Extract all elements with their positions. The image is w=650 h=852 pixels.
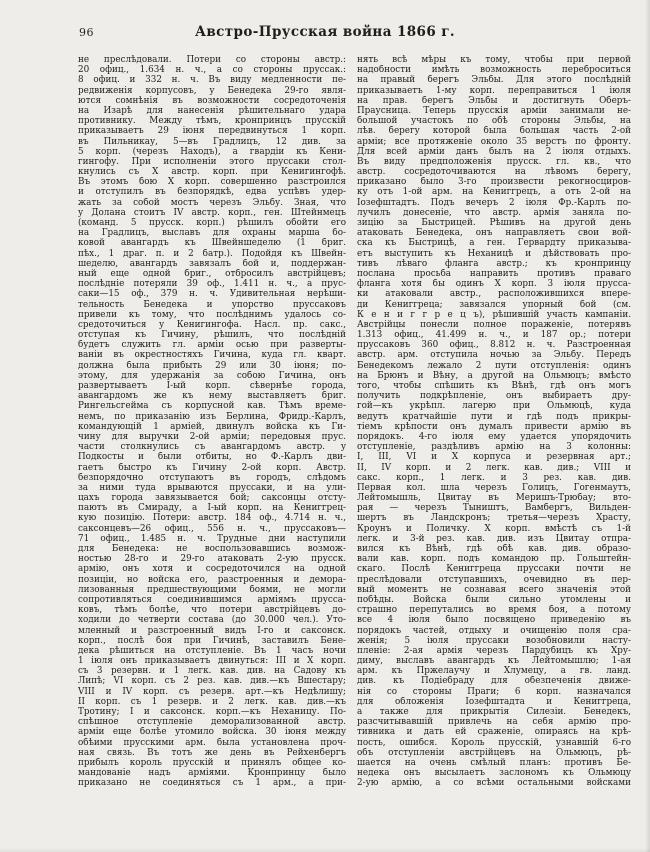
text-line: для Бенедека: не воспользовавшись возмож-: [78, 544, 346, 554]
text-line: I, III, VI и X корпуса и резервная арт.;: [357, 452, 631, 463]
text-line: недека онъ высылаетъ заслономъ къ Ольмюцу: [357, 768, 631, 779]
text-line: Первая кол. шла черезъ Голицъ, Гогенмаутъ,: [357, 482, 631, 493]
text-line: нія со стороны Праги; 6 корп. назначался: [357, 686, 631, 697]
text-line: пѣх., 1 драг. п. и 2 батр.). Подойдя къ Швейн-: [78, 248, 346, 259]
text-line: арміи еще болѣе утомило войска. 30 іюня между: [78, 727, 346, 738]
text-line: диму, выславъ авангардъ къ Лейтомышлю; 1-ая: [357, 656, 631, 667]
text-line: 8 офиц. и 332 н. ч. Въ виду медленности пе-: [78, 75, 346, 86]
text-line: (команд. 5 прусск. корп.) рѣшилъ обойти его: [78, 218, 346, 228]
text-line: Австрійцы понесли полное пораженіе, потерявъ: [357, 319, 631, 330]
text-line: у Долана стоитъ IV австр. корп., ген. Штейнмецъ: [78, 207, 346, 218]
text-line: части столкнулись съ авангардомъ австр. у: [78, 442, 346, 453]
text-line: цахъ города завязывается бой; саксонцы отсту-: [78, 493, 346, 504]
text-line: пленіе: 2-ая армія черезъ Пардубицъ къ Хру-: [357, 645, 631, 656]
column-right: [357, 55, 631, 789]
text-line: етъ выступить къ Неханицѣ и дѣйствовать про-: [357, 248, 631, 259]
text-line: 2-ую армію, а со всѣми остальными войсками: [357, 778, 631, 789]
text-line: за ними туда врываются пруссаки, и на ули-: [78, 482, 346, 493]
text-line: ди Кениггреца; завязался упорный бой (см.: [357, 299, 631, 310]
text-line: Въ этомъ бою X корп. совершенно разстроился: [78, 177, 346, 188]
text-line: чину для выручки 2-ой арміи; передовыя прус.: [78, 431, 346, 442]
text-line: ный еще одной бриг., отбросилъ австрійцевъ;: [78, 268, 346, 279]
text-line: кнулись съ X австр. корп. при Кенигингофѣ.: [78, 167, 346, 178]
text-line: рая — черезъ Тыништъ, Вамбергъ, Вильден-: [357, 503, 631, 514]
text-line: мленный и разстроенный видъ I-го и саксонск.: [78, 625, 346, 636]
text-line: редвиженія корпусовъ, у Бенедека 29-го явля-: [78, 85, 346, 96]
text-line: отступая къ Гичину, рѣшилъ, что послѣдній: [78, 330, 346, 341]
text-line: и отступилъ въ безпорядкѣ, едва успѣвъ удер-: [78, 187, 346, 198]
text-line: вали кав. корп. подъ командою пр. Гольштейн-: [357, 554, 631, 565]
text-line: дека рѣшиться на отступленіе. Въ 1 часъ ночи: [78, 645, 346, 656]
text-line: лучилъ донесеніе, что австр. армія заняла по-: [357, 207, 631, 218]
text-line: сакс. корп., 1 легк. и 3 рез. кав. див.: [357, 472, 631, 483]
text-line: арміи; все протяженіе около 35 верстъ по фронту.: [357, 136, 631, 147]
text-line: ются сомнѣнія въ возможности сосредоточенія: [78, 95, 346, 106]
text-line: 5 корп. (черезъ Находъ), а гвардіи къ Кени-: [78, 146, 346, 157]
text-line: преслѣдовали отступавшихъ, очевидно въ пер-: [357, 574, 631, 585]
text-line: на Брюнъ и Вѣну, а другой на Ольмюцъ; вмѣсто: [357, 370, 631, 381]
text-line: противнику. Между тѣмъ, кронпринцъ прусскій: [78, 116, 346, 127]
text-line: II, IV корп. и 2 легк. кав. див.; VIII и: [357, 462, 631, 473]
text-line: авангардомъ же къ нему выставляетъ бриг.: [78, 391, 346, 402]
text-columns: [78, 55, 631, 789]
text-line: этому, для удержанія за собою Гичина, онъ: [78, 370, 346, 381]
text-line: армію, онъ хотя и сосредоточился на одной: [78, 564, 346, 575]
text-line: сопротивляться соединившимся арміямъ прусса-: [78, 594, 346, 605]
text-line: тельность Бенедека и упорство пруссаковъ: [78, 299, 346, 310]
text-line: должна была прибыть 29 или 30 іюня; по-: [78, 360, 346, 371]
text-line: ки атаковали австр., расположившихся впере-: [357, 289, 631, 300]
text-line: Въ виду предположенія прусск. гл. кв., что: [357, 156, 631, 167]
text-line: саксонцевъ—26 офиц., 556 н. ч., пруссаковъ—: [78, 523, 346, 534]
text-line: Подкосты и были отбиты, но Ф.-Карлъ дви-: [78, 452, 346, 463]
text-line: того, чтобы спѣшить къ Вѣнѣ, гдѣ онъ могъ: [357, 381, 631, 391]
text-line: кую позицію. Потери: австр. 184 оф., 4.714 н. ч.,: [78, 513, 346, 524]
text-line: ная связь. Въ тотъ же день въ Рейхенбергъ: [78, 747, 346, 758]
text-line: ковой авангардъ къ Швейншеделю (1 бриг.: [78, 238, 346, 249]
text-line: ностью 28-го и 29-го атаковать 2-ую прусск.: [78, 554, 346, 565]
text-line: паютъ въ Смираду, а I-ый корп. на Кениггрец-: [78, 503, 346, 514]
text-line: тіемъ крѣпости онъ думалъ привести армію въ: [357, 421, 631, 432]
text-line: ковъ, тѣмъ болѣе, что потери австрійцевъ до-: [78, 605, 346, 616]
text-line: австр. арм. отступила ночью за Эльбу. Передъ: [357, 350, 631, 361]
text-line: порядокъ частей, отдыху и очищенію поля сра-: [357, 625, 631, 636]
text-line: Праусница. Теперь прусскія арміи занимали не-: [357, 105, 631, 116]
text-line: получить подкрѣпленіе, онъ выбираетъ дру-: [357, 391, 631, 402]
text-line: Тротину; I и саксонск. корп.—къ Неханицу. По-: [78, 707, 346, 717]
text-line: побѣды. Войска были сильно утомлены и: [357, 594, 631, 605]
text-line: не преслѣдовали. Потери со стороны австр.:: [78, 55, 346, 65]
text-line: жать за собой мостъ черезъ Эльбу. Зная, что: [78, 197, 346, 208]
text-line: Рингельсгейма съ корпусной кав. Тѣмъ време-: [78, 401, 346, 412]
text-line: спѣшное отступленіе деморализованной австр.: [78, 717, 346, 728]
text-line: послана просьба направить противъ праваго: [357, 268, 631, 279]
text-line: тивника и дать ей сраженіе, опираясь на крѣ-: [357, 727, 631, 738]
text-line: Іозефштадтъ. Подъ вечеръ 2 іюля Фр.-Карлъ по-: [357, 197, 631, 208]
text-line: безпорядочно отступаютъ въ городъ, слѣдомъ: [78, 472, 346, 483]
text-line: 1.313 офиц., 41.499 н. ч., и 187 ор.; потери: [357, 330, 631, 341]
page-title: Австро-Прусская война 1866 г.: [194, 24, 456, 40]
text-line: шается на очень смѣлый планъ: противъ Бе-: [357, 757, 631, 768]
text-line: ходили до четверти состава (до 30.000 чел.). Уто-: [78, 615, 346, 626]
text-line: въ Пильникау, 5—въ Градлицъ, 12 див. за: [78, 136, 346, 147]
text-line: на Изарѣ для нанесенія рѣшительнаго удара: [78, 105, 346, 116]
text-line: фланга хотя бы одинъ X корп. 3 іюля прусса-: [357, 279, 631, 290]
text-line: Для всей арміи данъ былъ на 2 іюля отдыхъ.: [357, 146, 631, 157]
text-line: 71 офиц., 1.485 н. ч. Трудные дни наступили: [78, 533, 346, 544]
text-line: съ 3 резервн. и 1 легк. кав. див. на Садову къ: [78, 666, 346, 677]
text-line: див. къ Подіебраду для обезпеченія движе-: [357, 676, 631, 687]
text-line: шертъ въ Ландскронъ; третья—черезъ Храсту,: [357, 513, 631, 524]
text-line: VIII и IV корп. съ резерв. арт.—къ Недѣлишу;: [78, 686, 346, 697]
text-line: послѣдніе потеряли 39 оф., 1.411 н. ч., а прус-: [78, 279, 346, 290]
text-line: на прав. берегъ Эльбы и достигнуть Оберъ-: [357, 95, 631, 106]
text-line: привели къ тому, что послѣднимъ удалось со-: [78, 309, 346, 320]
text-line: все 4 іюля было посвящено приведенію въ: [357, 615, 631, 626]
text-line: зицію за Быстрицей. Рѣшивъ на другой день: [357, 218, 631, 228]
text-line: II корп. съ 1 резерв. и 2 легк. кав. див.—къ: [78, 696, 346, 707]
text-line: вился къ Вѣнѣ, гдѣ обѣ кав. див. образо-: [357, 544, 631, 554]
text-line: атаковать Бенедека, онъ направляетъ свои вой-: [357, 228, 631, 239]
text-line: приказано было 3-го произвести рекогносциров-: [357, 177, 631, 188]
text-line: объ отступленіи австрійцевъ на Ольмюцъ, рѣ-: [357, 747, 631, 758]
text-line: средоточиться у Кенигингофа. Насл. пр. сакс.,: [78, 319, 346, 330]
text-line: ведутъ кратчайшіе пути и гдѣ подъ прикры-: [357, 411, 631, 422]
text-line: позиціи, но войска его, разстроенныя и демора-: [78, 574, 346, 585]
text-line: женія; 5 іюля пруссаки возобновили насту-: [357, 635, 631, 646]
text-line: гингофу. При исполненіи этого пруссаки стол-: [78, 156, 346, 167]
text-line: ваніи въ окрестностяхъ Гичина, куда гл. кварт.: [78, 350, 346, 361]
page-number: 96: [79, 26, 94, 39]
text-line: вый моментъ не сознавая всего значенія этой: [357, 584, 631, 595]
text-line: тивъ лѣваго фланга австр.; къ кронпринцу: [357, 258, 631, 269]
page-header: [0, 24, 650, 42]
text-line: мандованіе надъ арміями. Кронпринцу было: [78, 768, 346, 779]
text-line: обѣими прусскими арм. была установлена проч-: [78, 737, 346, 748]
text-line: саки—15 оф., 379 н. ч. Удивительная нерѣши-: [78, 289, 346, 300]
text-line: корп., послѣ боя при Гичинѣ, заставилъ Бене-: [78, 635, 346, 646]
text-line: скаго. Послѣ Кениггреца пруссаки почти не: [357, 564, 631, 575]
text-line: а также для прикрытія Силезіи. Бенедекъ,: [357, 707, 631, 717]
text-line: гой—къ укрѣпл. лагерю при Ольмюцѣ, куда: [357, 401, 631, 412]
text-line: Кроунъ и Поличку. X корп. вмѣстѣ съ 1-й: [357, 523, 631, 534]
text-line: командующій 1 арміей, двинулъ войска къ Ги-: [78, 421, 346, 432]
text-line: лѣв. берегу которой была большая часть 2-ой: [357, 126, 631, 137]
text-line: приказано не соединяться съ 1 арм., а при-: [78, 778, 346, 789]
text-line: ку отъ 1-ой арм. на Кениггрецъ, а отъ 2-ой на: [357, 187, 631, 198]
text-line: Бенедекомъ лежало 2 пути отступленія: одинъ: [357, 360, 631, 371]
text-line: на Градлицъ, выславъ для охраны марша бо-: [78, 228, 346, 239]
text-line: легк. и 3-й рез. кав. див. изъ Цвитау отпра-: [357, 533, 631, 544]
text-line: отступленіе, раздѣливъ армію на 3 колонны:: [357, 442, 631, 453]
text-line: на правый берегъ Эльбы. Для этого послѣдній: [357, 75, 631, 86]
text-line: порядокъ. 4-го іюля ему удается упорядочить: [357, 431, 631, 442]
text-line: 1 іюля онъ приказываетъ двинуться: III и X корп.: [78, 656, 346, 667]
text-line: 20 офиц., 1.634 н. ч., а со стороны пруссак.:: [78, 65, 346, 76]
text-line: нять всѣ мѣры къ тому, чтобы при первой: [357, 55, 631, 65]
text-line: Лейтомышль, Цвитау въ Меришъ-Трюбау; вто-: [357, 493, 631, 504]
text-line: немъ, по приказанію изъ Берлина, Фридр.-Карлъ,: [78, 411, 346, 422]
text-line: Липѣ; VI корп. съ 2 рез. кав. див.—къ Вшестару;: [78, 676, 346, 687]
text-line: гаетъ быстро къ Гичину 2-ой корп. Австр.: [78, 462, 346, 473]
text-line: приказываетъ 29 іюня передвинуться 1 корп.: [78, 126, 346, 137]
text-line: надобности имѣть возможность переброситься: [357, 65, 631, 76]
text-line: прибылъ король прусскій и принялъ общее ко-: [78, 757, 346, 768]
text-line: развертываетъ I-ый корп. сѣвернѣе города,: [78, 381, 346, 391]
text-line: арм. къ Пржелаучу и Хлумецу, а гв. ланд.: [357, 666, 631, 677]
text-line: пость, ошибся. Король прусскій, узнавшій 6-го: [357, 737, 631, 748]
text-line: для обложенія Іозефштадта и Кениггреца,: [357, 696, 631, 707]
text-line: лизованныя предшествующими боями, не могли: [78, 584, 346, 595]
text-line: ска къ Быстрицѣ, а ген. Гервардту приказыва-: [357, 238, 631, 249]
text-line: австр. сосредоточиваются на лѣвомъ берегу,: [357, 167, 631, 178]
text-line: шеделю, авангардъ завязалъ бой и, поддержан-: [78, 258, 346, 269]
text-line: К е н и г г р е ц ъ), рѣшившій участь кампаніи.: [357, 309, 631, 320]
text-line: будетъ служить гл. арміи осью при разверты-: [78, 340, 346, 351]
text-line: большой участокъ по обѣ стороны Эльбы, на: [357, 116, 631, 127]
text-line: разсчитывавшій привлечь на себя армію про-: [357, 717, 631, 728]
text-line: страшно перепутались во время боя, а потому: [357, 605, 631, 616]
text-line: приказываетъ 1-му корп. переправиться 1 іюля: [357, 85, 631, 96]
text-line: пруссаковъ 360 офиц., 8.812 н. ч. Разстроенная: [357, 340, 631, 351]
column-left: [78, 55, 346, 789]
